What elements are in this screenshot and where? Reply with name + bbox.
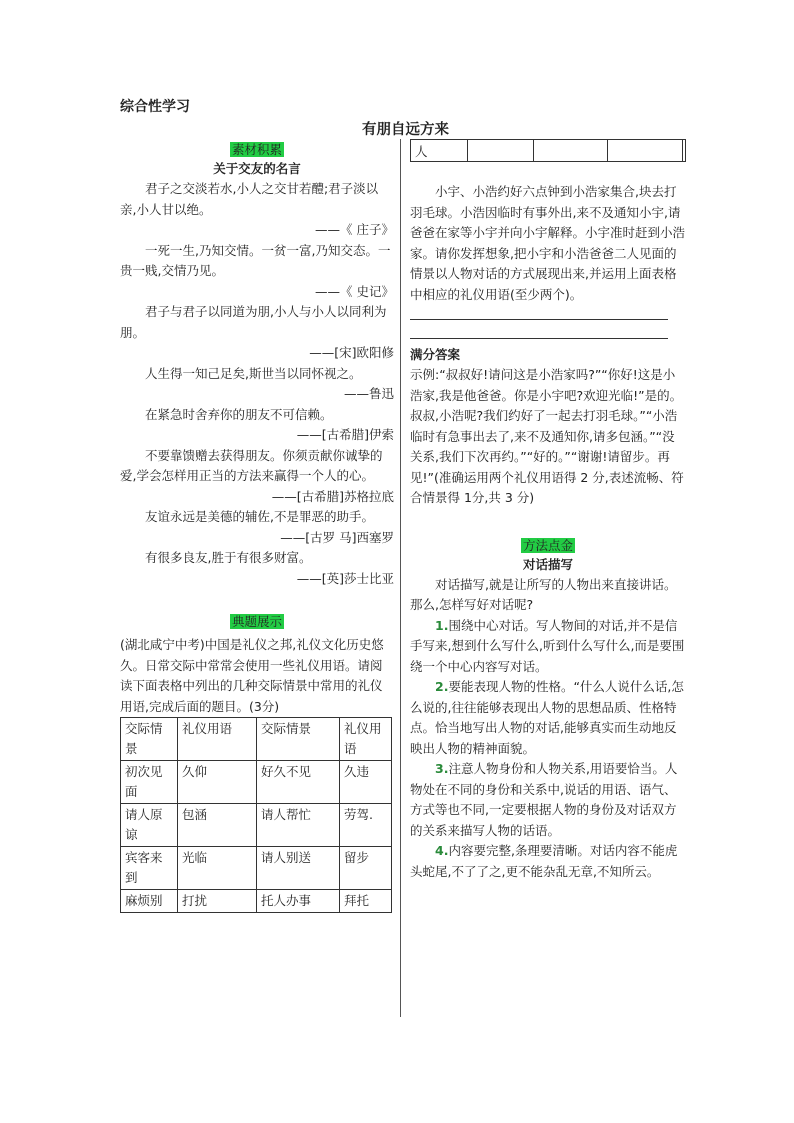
table-cell (534, 140, 607, 162)
point-number: 2. (435, 679, 449, 694)
table-cell: 光临 (178, 847, 257, 890)
right-column (410, 139, 686, 882)
point-number: 1. (435, 617, 449, 633)
quote-text: 人生得一知己足矣,斯世当以同怀视之。 (145, 365, 362, 381)
table-cell: 麻烦别 (121, 890, 178, 913)
quote-source: ——[英]莎士比亚 (296, 570, 394, 586)
table-cell: 久违 (340, 761, 392, 804)
page-title: 有朋自远方来 (362, 122, 449, 138)
continued-table-row (410, 139, 686, 162)
quote-text: 不要靠馈赠去获得朋友。你须贡献你诚挚的爱,学会怎样用正当的方法来赢得一个人的心。 (120, 447, 383, 483)
table-cell: 拜托 (340, 890, 392, 913)
quote-source: ——[古罗 马]西塞罗 (280, 529, 394, 545)
table-cell (607, 140, 682, 162)
answer-text: 示例:“叔叔好!请问这是小浩家吗?”“你好!这是小浩家,我是他爸爸。你是小宇吧?欢迎光临!”是的。叔叔,小浩呢?我们约好了一起去打羽毛球。”“小浩临时有急事出去了,来不及通知你,请多包涵。”“没关系,我们下次再约。”“好的。”“谢谢!请留步。再见!”(准确运用两个礼仪用语得 2 分,表述流畅、符合情景得 1分,共 3 分) (410, 367, 684, 505)
answer-line (410, 305, 668, 320)
point-text: 要能表现人物的性格。“什么人说什么话,怎么说的,往往能够表现出人物的思想品质、性格特点。恰当地写出人物的对话,能够真实而生动地反映出人物的精神面貌。 (410, 679, 684, 756)
table-row (121, 890, 392, 913)
tag-method: 方法点金 (522, 537, 573, 553)
quote-text: 在紧急时舍弃你的朋友不可信赖。 (145, 406, 333, 422)
table-cell: 好久不见 (257, 761, 340, 804)
table-cell: 初次见面 (121, 761, 178, 804)
quote-source: ——[古希腊]苏格拉底 (271, 488, 394, 504)
table-cell: 留步 (340, 847, 392, 890)
table-cell: 人 (411, 140, 468, 162)
table-cell (683, 140, 686, 162)
quote-text: 有很多良友,胜于有很多财富。 (145, 550, 312, 565)
table-cell: 交际情景 (121, 718, 178, 761)
table-cell: 打扰 (178, 890, 257, 913)
table-row (411, 140, 686, 162)
point-text: 注意人物身份和人物关系,用语要恰当。人物处在不同的身份和关系中,说话的用语、语气、方式等也不同,一定要根据人物的身份及对话双方的关系来描写人物的话语。 (410, 761, 678, 838)
table-row (121, 718, 392, 761)
method-title: 对话描写 (522, 556, 573, 572)
point-text: 围绕中心对话。写人物间的对话,并不是信手写来,想到什么写什么,听到什么写什么,而是要围绕一个中心内容写对话。 (410, 617, 685, 674)
quotes-subtitle: 关于交友的名言 (213, 161, 301, 176)
quote-source: ——鲁迅 (343, 386, 394, 401)
method-point (410, 677, 686, 759)
answer-line (410, 320, 668, 339)
table-row (121, 761, 392, 804)
tag-example: 典题展示 (231, 614, 282, 629)
table-cell: 宾客来到 (121, 847, 178, 890)
quote-text: 一死一生,乃知交情。一贫一富,乃知交态。一贵一贱,交情乃见。 (120, 242, 391, 278)
table-cell (468, 140, 534, 162)
method-point (410, 841, 686, 882)
quote-source: ——[宋]欧阳修 (309, 345, 394, 360)
table-row (121, 804, 392, 847)
task-text: 小宇、小浩约好六点钟到小浩家集合,块去打羽毛球。小浩因临时有事外出,来不及通知小宇,请爸爸在家等小宇并向小宇解释。小宇准时赶到小浩家。请你发挥想象,把小宇和小浩爸爸二人见面的情景以人物对话的方式展现出来,并运用上面表格中相应的礼仪用语(至少两个)。 (410, 184, 686, 302)
quote-text: 友谊永远是美德的辅佐,不是罪恶的助手。 (145, 509, 374, 524)
left-column (120, 139, 394, 913)
table-cell: 礼仪用语 (340, 718, 392, 761)
section-heading: 综合性学习 (120, 99, 190, 115)
point-text: 内容要完整,条理要清晰。对话内容不能虎头蛇尾,不了了之,更不能杂乱无章,不知所云。 (410, 843, 678, 879)
quote-text: 君子与君子以同道为朋,小人与小人以同利为朋。 (120, 304, 387, 340)
table-cell: 请人帮忙 (257, 804, 340, 847)
method-point (410, 759, 686, 841)
quote-source: ——《 庄子》 (315, 222, 394, 237)
question-text: (湖北咸宁中考)中国是礼仪之邦,礼仪文化历史悠久。日常交际中常常会使用一些礼仪用语。请阅读下面表格中列出的几种交际情景中常用的礼仪用语,完成后面的题目。(3分) (120, 637, 384, 714)
table-cell: 包涵 (178, 804, 257, 847)
point-number: 3. (435, 761, 449, 776)
quote-text: 君子之交淡若水,小人之交甘若醴;君子淡以亲,小人甘以绝。 (120, 181, 379, 217)
etiquette-table (120, 717, 392, 913)
method-intro: 对话描写,就是让所写的人物出来直接讲话。那么,怎样写好对话呢? (410, 576, 677, 612)
quote-source: ——[古希腊]伊索 (296, 427, 394, 442)
method-point (410, 616, 686, 678)
answer-title: 满分答案 (410, 347, 461, 362)
point-number: 4. (435, 843, 449, 858)
table-cell: 礼仪用语 (178, 718, 257, 761)
table-cell: 托人办事 (257, 890, 340, 913)
quote-source: ——《 史记》 (315, 283, 394, 299)
table-cell: 请人原谅 (121, 804, 178, 847)
tag-material: 素材积累 (231, 142, 282, 157)
column-divider (400, 139, 401, 1017)
table-cell: 交际情景 (257, 718, 340, 761)
table-cell: 劳驾. (340, 804, 392, 847)
table-cell: 久仰 (178, 761, 257, 804)
table-row (121, 847, 392, 890)
table-cell: 请人别送 (257, 847, 340, 890)
